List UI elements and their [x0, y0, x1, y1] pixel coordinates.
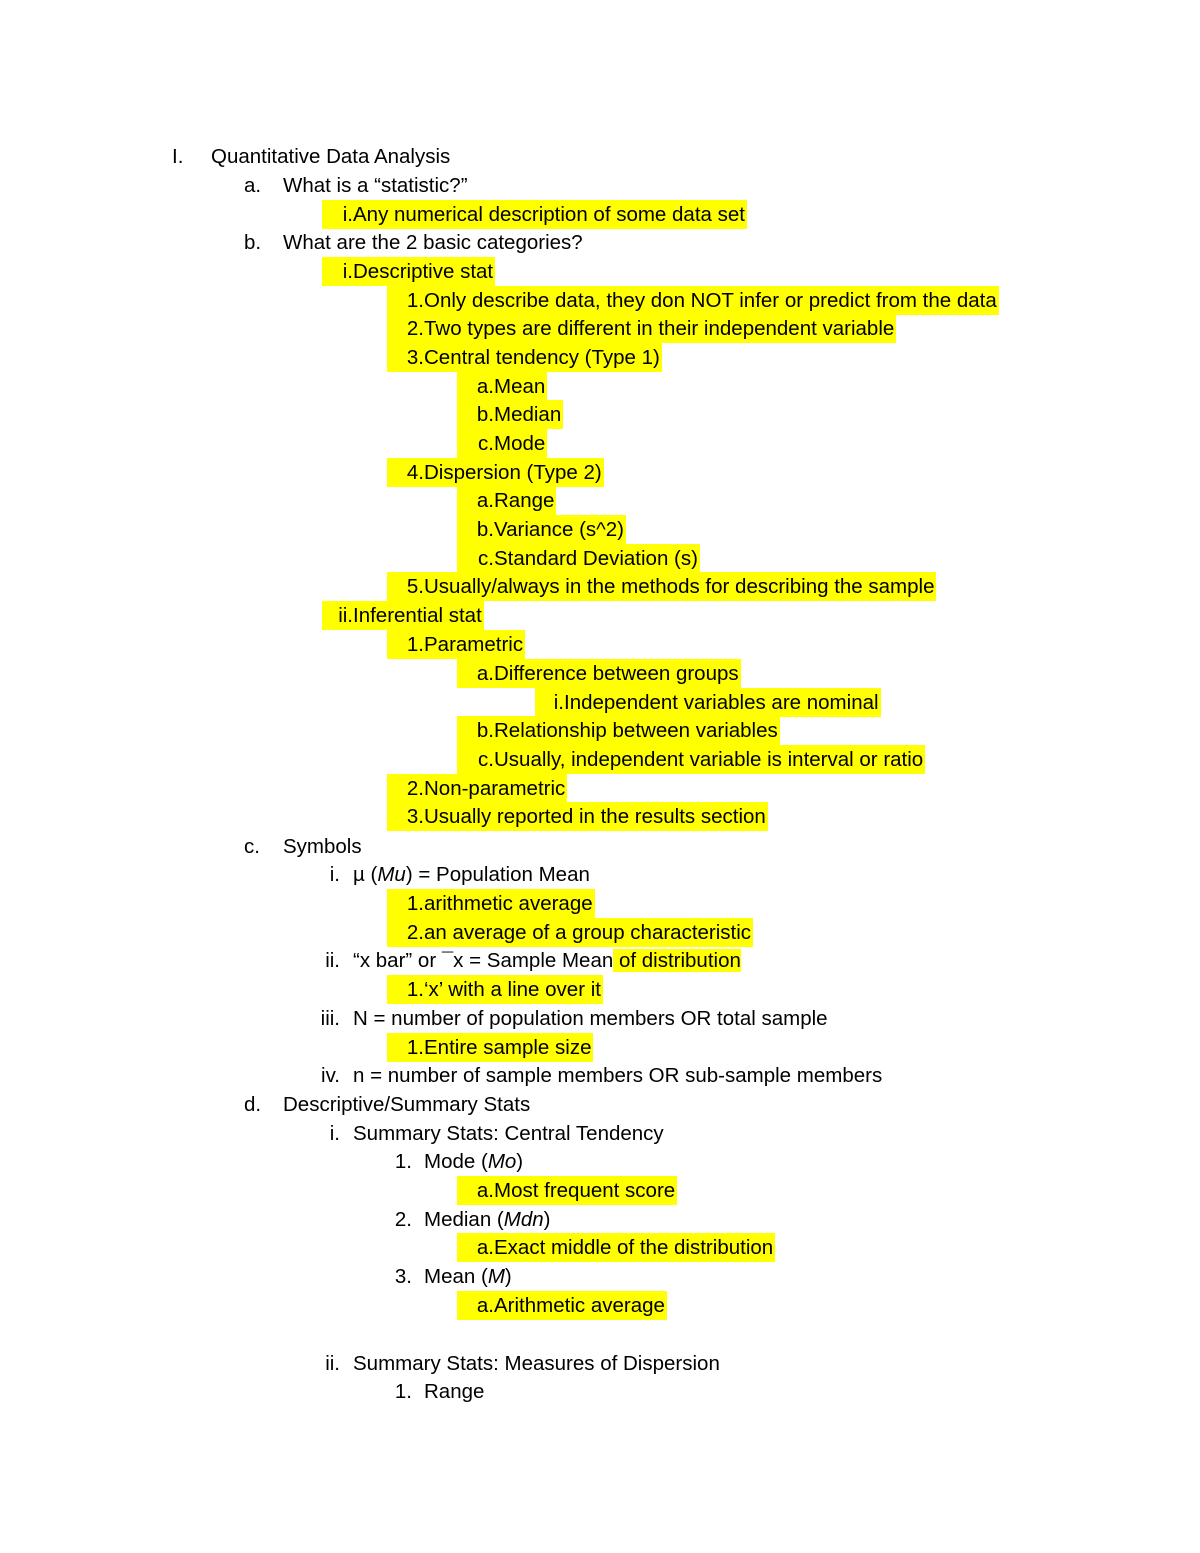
list-item-text: Independent variables are nominal — [564, 688, 881, 717]
list-marker: ii. — [325, 1352, 340, 1375]
list-item-text: Median (Mdn) — [424, 1208, 551, 1231]
list-item — [0, 860, 1200, 889]
list-item-text: Symbols — [283, 835, 362, 858]
list-item-text: an average of a group characteristic — [424, 918, 753, 947]
list-marker: ii. — [322, 601, 353, 630]
list-item — [0, 1119, 1200, 1148]
list-item — [0, 1147, 1200, 1176]
list-item-text: Central tendency (Type 1) — [424, 343, 662, 372]
list-item-highlighted — [0, 1291, 1200, 1320]
list-item — [0, 1061, 1200, 1090]
list-item-text: Two types are different in their independent variable — [424, 314, 896, 343]
list-item — [0, 1205, 1200, 1234]
list-item-text: Only describe data, they don NOT infer or predict from the data — [424, 286, 999, 315]
list-item-text: “x bar” or ¯x = Sample Mean of distribution — [353, 949, 741, 972]
list-marker: b. — [457, 400, 494, 429]
list-item-highlighted — [0, 314, 1200, 343]
list-marker: 1. — [387, 975, 424, 1004]
list-item-highlighted — [0, 918, 1200, 947]
list-marker: a. — [457, 1176, 494, 1205]
list-marker: c. — [457, 544, 494, 573]
list-item — [0, 1377, 1200, 1406]
list-item-text: Arithmetic average — [494, 1291, 667, 1320]
list-item-text: arithmetic average — [424, 889, 595, 918]
list-item-text: µ (Mu) = Population Mean — [353, 863, 590, 886]
list-marker: c. — [457, 745, 494, 774]
list-item-highlighted — [0, 688, 1200, 717]
list-item-highlighted — [0, 572, 1200, 601]
list-item-text: Any numerical description of some data set — [353, 200, 747, 229]
list-item-text: Exact middle of the distribution — [494, 1233, 775, 1262]
list-item — [0, 171, 1200, 200]
list-marker: d. — [244, 1093, 262, 1116]
list-item-highlighted — [0, 1233, 1200, 1262]
list-marker: a. — [457, 1233, 494, 1262]
list-marker: 2. — [394, 1208, 412, 1231]
list-item-text: Parametric — [424, 630, 525, 659]
list-item-text: What are the 2 basic categories? — [283, 231, 583, 254]
list-item-text: Usually/always in the methods for describing the sample — [424, 572, 936, 601]
list-item-highlighted — [0, 200, 1200, 229]
outline-heading — [0, 142, 1200, 171]
list-marker: i. — [535, 688, 564, 717]
list-marker: a. — [457, 1291, 494, 1320]
list-item-text: Mode (Mo) — [424, 1150, 524, 1173]
list-item-highlighted — [0, 630, 1200, 659]
list-marker: 1. — [387, 889, 424, 918]
list-item-highlighted — [0, 975, 1200, 1004]
list-item-highlighted — [0, 286, 1200, 315]
list-marker: 3. — [387, 343, 424, 372]
list-item-text: Dispersion (Type 2) — [424, 458, 604, 487]
list-item-text: ‘x’ with a line over it — [424, 975, 603, 1004]
list-marker: 1. — [394, 1380, 412, 1403]
list-item-text: Variance (s^2) — [494, 515, 626, 544]
list-item-highlighted — [0, 745, 1200, 774]
list-item-text: N = number of population members OR total sample — [353, 1007, 828, 1030]
list-marker: i. — [329, 1122, 340, 1145]
list-item-text: Descriptive/Summary Stats — [283, 1093, 531, 1116]
list-marker: i. — [322, 257, 353, 286]
list-item-text: Usually reported in the results section — [424, 802, 768, 831]
list-item-text: Summary Stats: Central Tendency — [353, 1122, 664, 1145]
list-marker: a. — [457, 486, 494, 515]
list-item-text: Summary Stats: Measures of Dispersion — [353, 1352, 720, 1375]
list-item-highlighted — [0, 601, 1200, 630]
list-marker: i. — [322, 200, 353, 229]
list-item-text: Difference between groups — [494, 659, 741, 688]
list-item — [0, 1349, 1200, 1378]
heading-text: Quantitative Data Analysis — [211, 145, 451, 168]
list-marker: ii. — [325, 949, 340, 972]
list-item-highlighted — [0, 774, 1200, 803]
list-marker: 3. — [387, 802, 424, 831]
list-item — [0, 946, 1200, 975]
list-item — [0, 228, 1200, 257]
list-marker: b. — [244, 231, 262, 254]
list-item-text: Range — [424, 1380, 485, 1403]
list-item-text: Median — [494, 400, 563, 429]
list-marker: c. — [457, 429, 494, 458]
list-item-highlighted — [0, 257, 1200, 286]
list-item-highlighted — [0, 544, 1200, 573]
list-item-highlighted — [0, 1176, 1200, 1205]
list-item-highlighted — [0, 802, 1200, 831]
list-item — [0, 832, 1200, 861]
list-item — [0, 1004, 1200, 1033]
list-item-highlighted — [0, 343, 1200, 372]
list-marker: a. — [244, 174, 262, 197]
list-item-text: Mode — [494, 429, 547, 458]
list-marker: b. — [457, 515, 494, 544]
list-marker: a. — [457, 372, 494, 401]
list-marker: iii. — [320, 1007, 340, 1030]
list-item-highlighted — [0, 515, 1200, 544]
list-item-highlighted — [0, 889, 1200, 918]
list-marker: 2. — [387, 918, 424, 947]
list-marker: a. — [457, 659, 494, 688]
list-item-highlighted — [0, 429, 1200, 458]
list-item — [0, 1090, 1200, 1119]
list-item — [0, 1262, 1200, 1291]
list-item-text: Standard Deviation (s) — [494, 544, 700, 573]
list-item-text: n = number of sample members OR sub-sample members — [353, 1064, 883, 1087]
list-marker: iv. — [321, 1064, 340, 1087]
list-marker: 1. — [387, 630, 424, 659]
list-item-text: Usually, independent variable is interval or ratio — [494, 745, 925, 774]
list-item-highlighted — [0, 486, 1200, 515]
list-item-text: Inferential stat — [353, 601, 484, 630]
list-item-text: Non-parametric — [424, 774, 567, 803]
list-item-text: Most frequent score — [494, 1176, 677, 1205]
list-item-highlighted — [0, 458, 1200, 487]
list-marker: 3. — [394, 1265, 412, 1288]
list-marker: 5. — [387, 572, 424, 601]
list-item-text: What is a “statistic?” — [283, 174, 468, 197]
list-item-highlighted — [0, 659, 1200, 688]
list-item-highlighted — [0, 400, 1200, 429]
list-marker: i. — [329, 863, 340, 886]
list-item-highlighted — [0, 372, 1200, 401]
list-marker: 2. — [387, 774, 424, 803]
list-item-text: Entire sample size — [424, 1033, 593, 1062]
list-marker: 1. — [387, 286, 424, 315]
list-item-text: Mean — [494, 372, 547, 401]
list-marker: 4. — [387, 458, 424, 487]
list-item-highlighted — [0, 716, 1200, 745]
list-item-text: Range — [494, 486, 556, 515]
list-marker: c. — [244, 835, 260, 858]
list-marker: I. — [172, 145, 184, 168]
list-marker: 1. — [387, 1033, 424, 1062]
list-item-highlighted — [0, 1033, 1200, 1062]
list-marker: 1. — [394, 1150, 412, 1173]
list-item-text: Relationship between variables — [494, 716, 780, 745]
list-item-text: Descriptive stat — [353, 257, 495, 286]
list-marker: b. — [457, 716, 494, 745]
list-item-text: Mean (M) — [424, 1265, 512, 1288]
list-marker: 2. — [387, 314, 424, 343]
